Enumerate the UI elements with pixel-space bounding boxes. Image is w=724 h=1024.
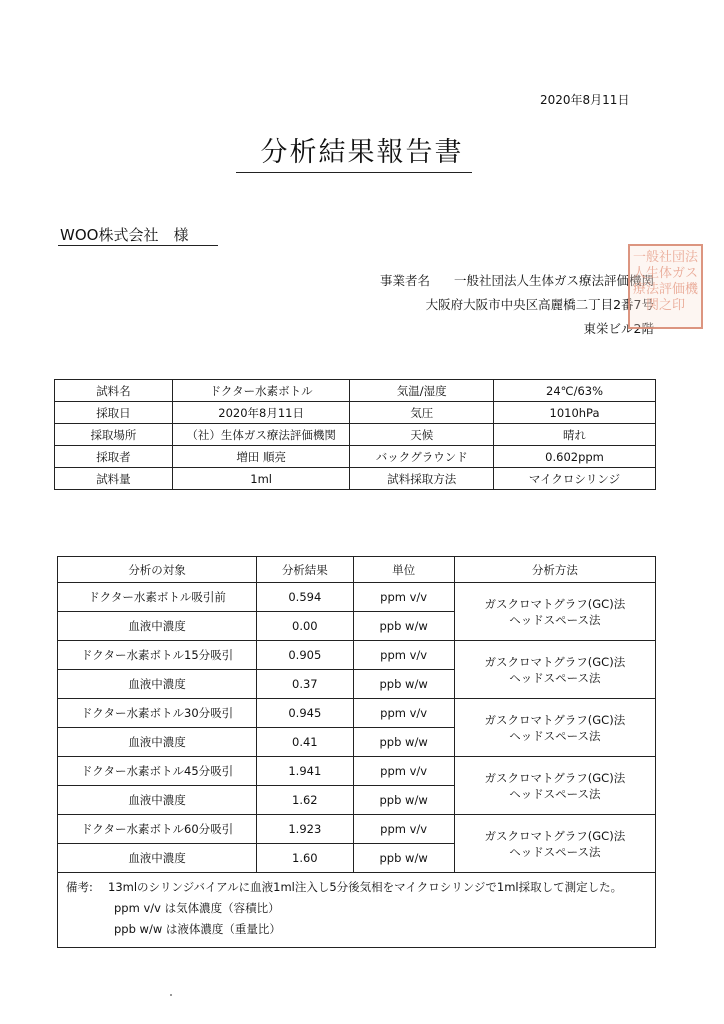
note-text-1: 13mlのシリンジバイアルに血液1ml注入し5分後気相をマイクロシリンジで1ml採取して測定した。 (108, 880, 623, 894)
sample-info-table (54, 379, 656, 490)
sample-label-2: 天候 (350, 424, 494, 446)
note-line-3: ppb w/w は液体濃度（重量比） (114, 922, 281, 936)
issuer-block (380, 269, 654, 341)
header-result: 分析結果 (257, 557, 353, 583)
sample-info-row (55, 424, 656, 446)
sample-value-2: 0.602ppm (494, 446, 656, 468)
addressee-underline (58, 245, 218, 246)
sample-value-2: 晴れ (494, 424, 656, 446)
note-line-1 (66, 877, 647, 898)
report-date: 2020年8月11日 (540, 93, 630, 107)
sample-value-2: 1010hPa (494, 402, 656, 424)
blood-unit: ppb w/w (353, 844, 454, 873)
blood-result: 0.00 (257, 612, 353, 641)
method-line-2: ヘッドスペース法 (509, 670, 601, 685)
notes-label: 備考: (66, 880, 93, 894)
sample-value-2: マイクロシリンジ (494, 468, 656, 490)
sample-label: 採取場所 (55, 424, 173, 446)
blood-label: 血液中濃度 (58, 786, 257, 815)
sample-value-2: 24℃/63% (494, 380, 656, 402)
analysis-row (58, 815, 656, 844)
blood-result: 1.60 (257, 844, 353, 873)
analysis-target: ドクター水素ボトル吸引前 (58, 583, 257, 612)
sample-value: 2020年8月11日 (172, 402, 350, 424)
sample-info-row (55, 468, 656, 490)
analysis-result: 0.594 (257, 583, 353, 612)
title-underline (236, 172, 472, 173)
method-line-1: ガスクロマトグラフ(GC)法 (484, 654, 626, 669)
analysis-result: 0.905 (257, 641, 353, 670)
issuer-label: 事業者名 (380, 273, 431, 288)
scan-speck (170, 994, 172, 996)
blood-result: 1.62 (257, 786, 353, 815)
sample-info-row (55, 402, 656, 424)
header-unit: 単位 (353, 557, 454, 583)
analysis-method (454, 583, 655, 641)
method-line-1: ガスクロマトグラフ(GC)法 (484, 828, 626, 843)
sample-value: ドクター水素ボトル (172, 380, 350, 402)
blood-unit: ppb w/w (353, 728, 454, 757)
sample-label-2: 気温/湿度 (350, 380, 494, 402)
analysis-unit: ppm v/v (353, 699, 454, 728)
blood-label: 血液中濃度 (58, 728, 257, 757)
sample-value: （社）生体ガス療法評価機関 (172, 424, 350, 446)
header-method: 分析方法 (454, 557, 655, 583)
blood-label: 血液中濃度 (58, 844, 257, 873)
blood-result: 0.37 (257, 670, 353, 699)
sample-info-row (55, 446, 656, 468)
sample-label-2: 気圧 (350, 402, 494, 424)
blood-unit: ppb w/w (353, 670, 454, 699)
analysis-method (454, 641, 655, 699)
sample-info-row (55, 380, 656, 402)
analysis-results-table (57, 556, 656, 948)
sample-value: 増田 順亮 (172, 446, 350, 468)
note-line-2: ppm v/v は気体濃度（容積比） (114, 901, 280, 915)
header-target: 分析の対象 (58, 557, 257, 583)
sample-label-2: バックグラウンド (350, 446, 494, 468)
page-title: 分析結果報告書 (260, 137, 464, 168)
notes-cell (58, 873, 656, 948)
method-line-2: ヘッドスペース法 (509, 786, 601, 801)
analysis-method (454, 757, 655, 815)
method-line-1: ガスクロマトグラフ(GC)法 (484, 712, 626, 727)
analysis-target: ドクター水素ボトル60分吸引 (58, 815, 257, 844)
analysis-target: ドクター水素ボトル30分吸引 (58, 699, 257, 728)
method-line-1: ガスクロマトグラフ(GC)法 (484, 596, 626, 611)
method-line-2: ヘッドスペース法 (509, 612, 601, 627)
issuer-name-line (380, 269, 654, 293)
analysis-result: 0.945 (257, 699, 353, 728)
analysis-unit: ppm v/v (353, 641, 454, 670)
seal-text: 一般社団法人生体ガス療法評価機関之印 (632, 250, 698, 313)
issuer-name: 一般社団法人生体ガス療法評価機関 (453, 273, 654, 288)
blood-result: 0.41 (257, 728, 353, 757)
method-line-2: ヘッドスペース法 (509, 844, 601, 859)
addressee: WOO株式会社 様 (60, 226, 189, 244)
sample-label: 採取日 (55, 402, 173, 424)
issuer-address-2: 東栄ビル2階 (583, 321, 654, 336)
analysis-method (454, 815, 655, 873)
analysis-row (58, 699, 656, 728)
sample-label: 試料量 (55, 468, 173, 490)
blood-label: 血液中濃度 (58, 612, 257, 641)
notes-row (58, 873, 656, 948)
analysis-row (58, 583, 656, 612)
sample-label: 試料名 (55, 380, 173, 402)
issuer-address-1: 大阪府大阪市中央区高麗橋二丁目2番7号 (425, 297, 654, 312)
analysis-method (454, 699, 655, 757)
analysis-row (58, 641, 656, 670)
analysis-unit: ppm v/v (353, 815, 454, 844)
company-seal-stamp (628, 244, 703, 329)
sample-label: 採取者 (55, 446, 173, 468)
analysis-unit: ppm v/v (353, 757, 454, 786)
sample-label-2: 試料採取方法 (350, 468, 494, 490)
sample-value: 1ml (172, 468, 350, 490)
analysis-result: 1.941 (257, 757, 353, 786)
method-line-2: ヘッドスペース法 (509, 728, 601, 743)
method-line-1: ガスクロマトグラフ(GC)法 (484, 770, 626, 785)
analysis-target: ドクター水素ボトル45分吸引 (58, 757, 257, 786)
blood-unit: ppb w/w (353, 786, 454, 815)
analysis-unit: ppm v/v (353, 583, 454, 612)
blood-unit: ppb w/w (353, 612, 454, 641)
analysis-row (58, 757, 656, 786)
blood-label: 血液中濃度 (58, 670, 257, 699)
analysis-result: 1.923 (257, 815, 353, 844)
analysis-target: ドクター水素ボトル15分吸引 (58, 641, 257, 670)
analysis-header-row (58, 557, 656, 583)
